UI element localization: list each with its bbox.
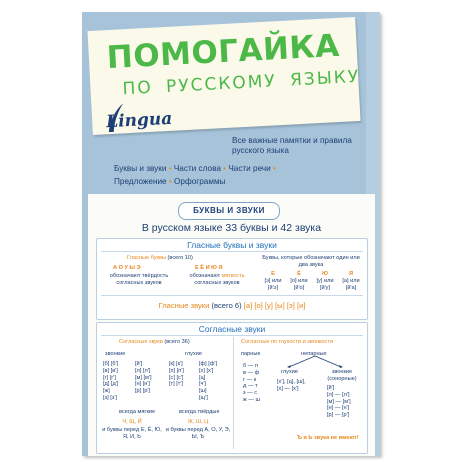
topic-item: Буквы и звуки bbox=[114, 164, 167, 173]
double-vowel-letter: Е bbox=[271, 271, 275, 277]
branch-arrows-icon bbox=[267, 355, 363, 369]
soft-vowel-letters: Е Ё И Ю Я bbox=[195, 265, 223, 271]
section-tab: БУКВЫ И ЗВУКИ bbox=[178, 202, 280, 220]
vowel-sounds-line: Гласные звуки (всего 6) [а] [о] [у] [ы] [э] [и] bbox=[158, 301, 306, 310]
divider bbox=[101, 251, 363, 252]
voiceless-column-a: [к] [к'] [п] [п'] [с] [с'] [т] [т'] bbox=[169, 361, 184, 388]
double-vowel-sound: [й'а] bbox=[345, 285, 357, 291]
cover-subtitle: Все важные памятки и правила русского языка bbox=[232, 136, 352, 155]
unpaired-label: непарные bbox=[301, 351, 327, 357]
voiceless-column-b: [ф] [ф'] [х] [х'] [ц] [ч'] [ш] [щ'] bbox=[199, 361, 218, 401]
always-soft-letters: Ч, Щ, Й bbox=[122, 419, 142, 425]
voiced-column-b: [й'] [л] [л'] [м] [м'] [н] [н'] [р] [р'] bbox=[135, 361, 152, 395]
double-vowel-sound: [й'э] bbox=[267, 285, 279, 291]
double-vowel-sound: [о] или bbox=[290, 278, 308, 284]
topic-separator: • bbox=[168, 177, 172, 186]
always-hard-desc: и буквы перед А, О, У, Э, Ы, Ъ bbox=[165, 427, 231, 440]
sonorant-list: [й'] [л] — [л'] [м] — [м'] [н] — [н'] [р] — [р'] bbox=[327, 385, 351, 419]
double-vowel-letter: Ю bbox=[322, 271, 328, 277]
double-vowel-letter: Ё bbox=[297, 271, 301, 277]
vowels-heading: Гласные буквы и звуки bbox=[187, 240, 277, 250]
topic-separator: • bbox=[168, 164, 172, 173]
voiceless-unpaired-list: [х'], [ц], [ш], [х] — [х'] bbox=[277, 379, 306, 392]
consonants-heading: Согласные звуки bbox=[198, 324, 266, 334]
double-vowel-sound: [у] или bbox=[316, 278, 334, 284]
always-hard-label: всегда твёрдые bbox=[179, 409, 220, 415]
soft-vowels-desc: обозначают мягкость согласных звуков bbox=[189, 273, 245, 286]
vowels-box bbox=[96, 238, 368, 320]
always-soft-desc: и буквы перед Е, Ё, Ю, Я, И, Ь bbox=[102, 427, 162, 440]
title-panel bbox=[87, 17, 360, 135]
divider bbox=[101, 295, 363, 296]
double-vowels-title: Буквы, которые обозначают один или два звука bbox=[262, 255, 360, 268]
voiced-label: звонкие bbox=[105, 351, 126, 357]
topic-item: Части речи bbox=[228, 164, 271, 173]
paired-label: парные bbox=[241, 351, 261, 357]
topic-item: Предложение bbox=[114, 177, 167, 186]
vowel-letters-label: Гласные буквы (всего 10) bbox=[127, 255, 193, 261]
paired-list: б — п в — ф г — к д — т з — с ж — ш bbox=[243, 363, 260, 403]
topic-list bbox=[114, 162, 354, 188]
signs-footnote: Ъ и Ь звука не имеют! bbox=[297, 435, 359, 441]
hard-vowels-desc: обозначают твёрдость согласных звуков bbox=[109, 273, 169, 286]
voiceless-label: глухие bbox=[185, 351, 203, 357]
double-vowel-sound: [а] или bbox=[342, 278, 360, 284]
always-hard-letters: Ж, Ш, Ц bbox=[187, 419, 209, 425]
letters-sounds-count: В русском языке 33 буквы и 42 звука bbox=[141, 222, 322, 234]
book-cover bbox=[82, 12, 380, 456]
double-vowel-sound: [й'у] bbox=[319, 285, 331, 291]
double-vowel-sound: [й'о] bbox=[293, 285, 305, 291]
publisher-logo: Lingua bbox=[105, 108, 173, 133]
book-title: ПОМОГАЙКА bbox=[105, 27, 341, 77]
double-vowel-letter: Я bbox=[348, 271, 354, 277]
voiced-column-a: [б] [б'] [в] [в'] [г] [г'] [д] [д'] [ж] [з] [з'] bbox=[103, 361, 119, 401]
divider bbox=[101, 335, 363, 336]
voicing-title: Согласные по глухости и звонкости bbox=[241, 339, 334, 345]
topic-separator: • bbox=[272, 164, 276, 173]
topic-item: Орфограммы bbox=[174, 177, 226, 186]
double-vowel-sound: [э] или bbox=[264, 278, 282, 284]
column-divider bbox=[233, 337, 234, 449]
consonants-total-label: Согласные звуки (всего 36) bbox=[119, 339, 190, 345]
topic-item: Части слова bbox=[173, 164, 221, 173]
always-soft-label: всегда мягкие bbox=[119, 409, 156, 415]
consonants-box bbox=[96, 322, 368, 454]
sonorant-label: звонкие (сонорные) bbox=[327, 369, 357, 382]
book-title-subline: ПО РУССКОМУ ЯЗЫКУ bbox=[122, 66, 361, 100]
voiceless-unpaired-label: глухие bbox=[281, 369, 299, 375]
topic-separator: • bbox=[223, 164, 227, 173]
hard-vowel-letters: А О У Ы Э bbox=[113, 265, 141, 271]
